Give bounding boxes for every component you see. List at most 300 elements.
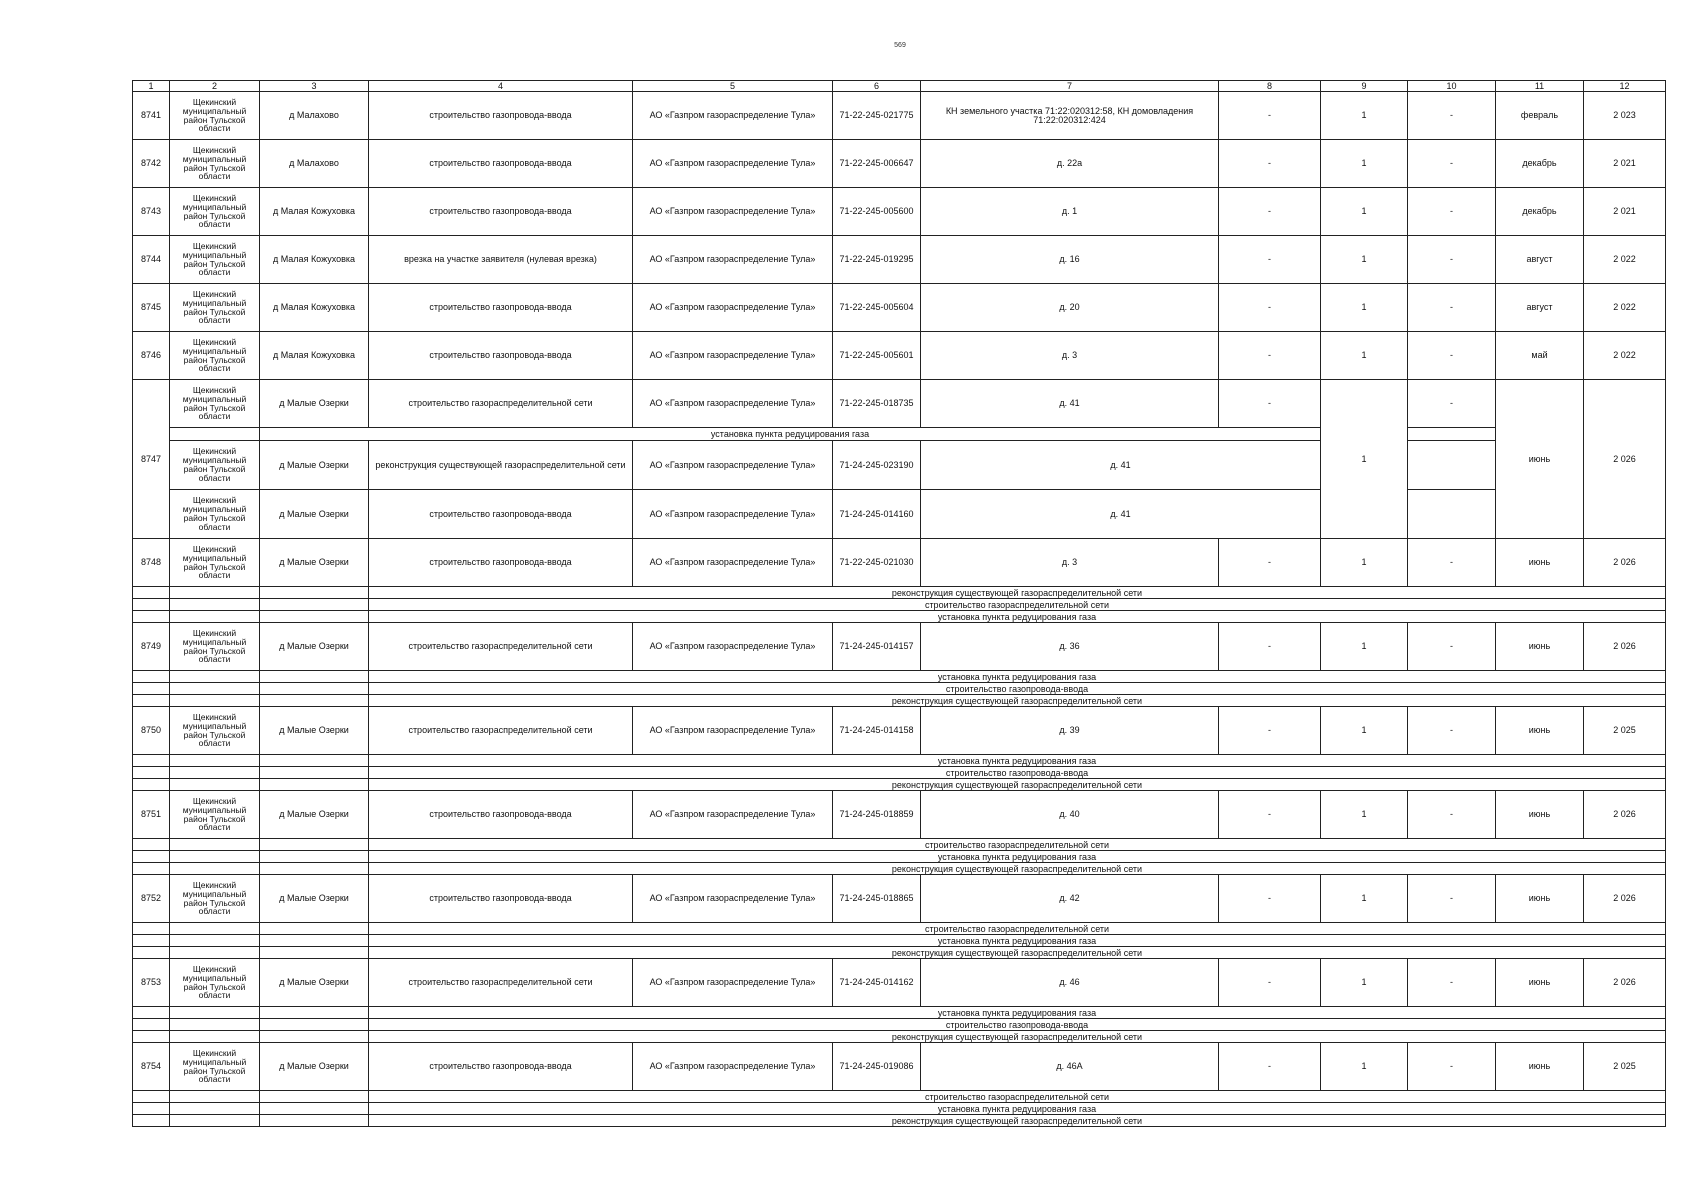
year-cell: 2 022 — [1584, 284, 1666, 332]
row-number: 8742 — [133, 140, 170, 188]
note-text: реконструкция существующей газораспределительной сети — [369, 1115, 1666, 1127]
organization-cell: АО «Газпром газораспределение Тула» — [633, 539, 833, 587]
empty-cell — [260, 767, 369, 779]
organization-cell: АО «Газпром газораспределение Тула» — [633, 140, 833, 188]
col9-cell: 1 — [1321, 332, 1408, 380]
address-cell: д. 16 — [921, 236, 1219, 284]
locality-cell: д Малые Озерки — [260, 1043, 369, 1091]
organization-cell: АО «Газпром газораспределение Тула» — [633, 707, 833, 755]
empty-cell — [1408, 428, 1496, 441]
address-cell: д. 3 — [921, 539, 1219, 587]
empty-cell — [170, 1091, 260, 1103]
district-cell: Щекинский муниципальный район Тульской области — [170, 284, 260, 332]
code-cell: 71-22-245-005604 — [833, 284, 921, 332]
note-text: реконструкция существующей газораспределительной сети — [369, 695, 1666, 707]
table-row — [133, 623, 1666, 671]
note-row — [133, 1103, 1666, 1115]
table-row — [133, 188, 1666, 236]
address-cell: д. 22а — [921, 140, 1219, 188]
empty-cell — [170, 683, 260, 695]
table-row — [133, 236, 1666, 284]
col10-cell: - — [1408, 92, 1496, 140]
district-cell: Щекинский муниципальный район Тульской области — [170, 875, 260, 923]
empty-cell — [133, 683, 170, 695]
row-number: 8746 — [133, 332, 170, 380]
empty-cell — [170, 935, 260, 947]
row-number: 8753 — [133, 959, 170, 1007]
note-text: реконструкция существующей газораспределительной сети — [369, 587, 1666, 599]
note-row — [133, 683, 1666, 695]
year-cell: 2 026 — [1584, 623, 1666, 671]
district-cell: Щекинский муниципальный район Тульской области — [170, 959, 260, 1007]
organization-cell: АО «Газпром газораспределение Тула» — [633, 490, 833, 539]
locality-cell: д Малые Озерки — [260, 623, 369, 671]
code-cell: 71-22-245-018735 — [833, 380, 921, 428]
empty-cell — [170, 1115, 260, 1127]
table-row — [133, 875, 1666, 923]
note-text: строительство газораспределительной сети — [369, 599, 1666, 611]
month-cell: декабрь — [1496, 188, 1584, 236]
note-row — [133, 1115, 1666, 1127]
col10-cell: - — [1408, 707, 1496, 755]
organization-cell: АО «Газпром газораспределение Тула» — [633, 188, 833, 236]
data-table — [132, 80, 1666, 1127]
column-header: 1 — [133, 81, 170, 92]
empty-cell — [133, 767, 170, 779]
empty-cell — [170, 1007, 260, 1019]
empty-cell — [170, 767, 260, 779]
district-cell: Щекинский муниципальный район Тульской области — [170, 236, 260, 284]
col9-cell: 1 — [1321, 140, 1408, 188]
work-type-cell: строительство газораспределительной сети — [369, 623, 633, 671]
col10-cell: - — [1408, 623, 1496, 671]
organization-cell: АО «Газпром газораспределение Тула» — [633, 623, 833, 671]
empty-cell — [260, 1115, 369, 1127]
col9-cell: 1 — [1321, 188, 1408, 236]
column-header: 10 — [1408, 81, 1496, 92]
note-text: строительство газопровода-ввода — [369, 767, 1666, 779]
empty-cell — [170, 599, 260, 611]
row-number: 8745 — [133, 284, 170, 332]
organization-cell: АО «Газпром газораспределение Тула» — [633, 236, 833, 284]
col8-cell: - — [1219, 236, 1321, 284]
table-row — [133, 707, 1666, 755]
col10-cell: - — [1408, 284, 1496, 332]
note-text: установка пункта редуцирования газа — [369, 1007, 1666, 1019]
address-cell: д. 1 — [921, 188, 1219, 236]
empty-cell — [260, 935, 369, 947]
district-cell: Щекинский муниципальный район Тульской области — [170, 1043, 260, 1091]
month-cell: июнь — [1496, 707, 1584, 755]
table-row — [133, 959, 1666, 1007]
locality-cell: д Малая Кожуховка — [260, 332, 369, 380]
empty-cell — [260, 839, 369, 851]
empty-cell — [133, 1031, 170, 1043]
address-cell: д. 39 — [921, 707, 1219, 755]
empty-cell — [133, 1007, 170, 1019]
col8-cell: - — [1219, 875, 1321, 923]
col10-cell: - — [1408, 332, 1496, 380]
code-cell: 71-24-245-018865 — [833, 875, 921, 923]
empty-cell — [260, 1103, 369, 1115]
row-number: 8754 — [133, 1043, 170, 1091]
code-cell: 71-22-245-006647 — [833, 140, 921, 188]
year-cell: 2 026 — [1584, 380, 1666, 539]
empty-cell — [133, 1091, 170, 1103]
empty-cell — [133, 1019, 170, 1031]
note-row — [133, 839, 1666, 851]
organization-cell: АО «Газпром газораспределение Тула» — [633, 441, 833, 490]
empty-cell — [133, 695, 170, 707]
locality-cell: д Малые Озерки — [260, 875, 369, 923]
empty-cell — [260, 671, 369, 683]
note-text: строительство газопровода-ввода — [369, 683, 1666, 695]
code-cell: 71-22-245-019295 — [833, 236, 921, 284]
note-text: реконструкция существующей газораспределительной сети — [369, 947, 1666, 959]
col9-cell: 1 — [1321, 791, 1408, 839]
col8-cell: - — [1219, 140, 1321, 188]
col9-cell: 1 — [1321, 959, 1408, 1007]
col9-cell: 1 — [1321, 623, 1408, 671]
month-cell: август — [1496, 236, 1584, 284]
organization-cell: АО «Газпром газораспределение Тула» — [633, 284, 833, 332]
address-cell: д. 20 — [921, 284, 1219, 332]
year-cell: 2 023 — [1584, 92, 1666, 140]
empty-cell — [133, 1103, 170, 1115]
note-row — [133, 587, 1666, 599]
month-cell: июнь — [1496, 539, 1584, 587]
month-cell: июнь — [1496, 380, 1584, 539]
empty-cell — [170, 779, 260, 791]
work-type-cell: строительство газораспределительной сети — [369, 380, 633, 428]
locality-cell: д Малая Кожуховка — [260, 284, 369, 332]
col8-cell: - — [1219, 380, 1321, 428]
district-cell: Щекинский муниципальный район Тульской области — [170, 707, 260, 755]
address-cell: д. 46 — [921, 959, 1219, 1007]
note-row — [133, 1091, 1666, 1103]
table-row — [133, 441, 1666, 490]
work-type-cell: строительство газопровода-ввода — [369, 791, 633, 839]
note-row — [133, 695, 1666, 707]
address-cell: д. 46А — [921, 1043, 1219, 1091]
row-number: 8752 — [133, 875, 170, 923]
empty-cell — [260, 851, 369, 863]
work-type-cell: строительство газопровода-ввода — [369, 140, 633, 188]
code-cell: 71-24-245-014157 — [833, 623, 921, 671]
column-header: 3 — [260, 81, 369, 92]
district-cell: Щекинский муниципальный район Тульской области — [170, 623, 260, 671]
empty-cell — [133, 935, 170, 947]
empty-cell — [133, 611, 170, 623]
month-cell: июнь — [1496, 791, 1584, 839]
col10-cell: - — [1408, 140, 1496, 188]
district-cell: Щекинский муниципальный район Тульской области — [170, 490, 260, 539]
empty-cell — [260, 755, 369, 767]
note-row — [133, 599, 1666, 611]
col10-cell: - — [1408, 959, 1496, 1007]
organization-cell: АО «Газпром газораспределение Тула» — [633, 380, 833, 428]
empty-cell — [260, 695, 369, 707]
address-cell: д. 41 — [921, 441, 1321, 490]
code-cell: 71-24-245-023190 — [833, 441, 921, 490]
organization-cell: АО «Газпром газораспределение Тула» — [633, 332, 833, 380]
empty-cell — [260, 1031, 369, 1043]
column-header: 7 — [921, 81, 1219, 92]
row-number: 8741 — [133, 92, 170, 140]
work-type-cell: строительство газопровода-ввода — [369, 875, 633, 923]
empty-cell — [170, 863, 260, 875]
note-row — [133, 947, 1666, 959]
code-cell: 71-22-245-005601 — [833, 332, 921, 380]
note-text: реконструкция существующей газораспределительной сети — [369, 1031, 1666, 1043]
organization-cell: АО «Газпром газораспределение Тула» — [633, 959, 833, 1007]
empty-cell — [260, 1091, 369, 1103]
empty-cell — [133, 599, 170, 611]
code-cell: 71-24-245-019086 — [833, 1043, 921, 1091]
empty-cell — [170, 671, 260, 683]
note-text: установка пункта редуцирования газа — [260, 428, 1321, 441]
empty-cell — [170, 947, 260, 959]
address-cell: д. 42 — [921, 875, 1219, 923]
col8-cell: - — [1219, 188, 1321, 236]
empty-cell — [170, 1019, 260, 1031]
year-cell: 2 026 — [1584, 539, 1666, 587]
empty-cell — [260, 947, 369, 959]
column-header: 6 — [833, 81, 921, 92]
col8-cell: - — [1219, 707, 1321, 755]
month-cell: июнь — [1496, 623, 1584, 671]
note-row — [133, 755, 1666, 767]
note-text: установка пункта редуцирования газа — [369, 755, 1666, 767]
organization-cell: АО «Газпром газораспределение Тула» — [633, 791, 833, 839]
table-row — [133, 332, 1666, 380]
note-text: строительство газораспределительной сети — [369, 839, 1666, 851]
work-type-cell: строительство газопровода-ввода — [369, 284, 633, 332]
locality-cell: д Малая Кожуховка — [260, 188, 369, 236]
col9-cell: 1 — [1321, 875, 1408, 923]
empty-cell — [170, 839, 260, 851]
empty-cell — [170, 1103, 260, 1115]
district-cell: Щекинский муниципальный район Тульской области — [170, 441, 260, 490]
page-number: 569 — [894, 42, 906, 49]
empty-cell — [170, 1031, 260, 1043]
column-header: 5 — [633, 81, 833, 92]
note-row — [133, 851, 1666, 863]
column-header: 2 — [170, 81, 260, 92]
locality-cell: д Малахово — [260, 92, 369, 140]
table-row — [133, 92, 1666, 140]
work-type-cell: строительство газопровода-ввода — [369, 92, 633, 140]
locality-cell: д Малая Кожуховка — [260, 236, 369, 284]
locality-cell: д Малые Озерки — [260, 539, 369, 587]
note-text: установка пункта редуцирования газа — [369, 1103, 1666, 1115]
table-row — [133, 284, 1666, 332]
empty-cell — [170, 923, 260, 935]
empty-cell — [1408, 490, 1496, 539]
row-number: 8744 — [133, 236, 170, 284]
month-cell: июнь — [1496, 875, 1584, 923]
work-type-cell: строительство газопровода-ввода — [369, 332, 633, 380]
district-cell: Щекинский муниципальный район Тульской области — [170, 539, 260, 587]
table-row — [133, 791, 1666, 839]
row-number: 8751 — [133, 791, 170, 839]
empty-cell — [133, 923, 170, 935]
note-row — [133, 428, 1666, 441]
col9-cell: 1 — [1321, 380, 1408, 539]
empty-cell — [133, 947, 170, 959]
month-cell: август — [1496, 284, 1584, 332]
locality-cell: д Малые Озерки — [260, 490, 369, 539]
note-text: строительство газораспределительной сети — [369, 923, 1666, 935]
empty-cell — [170, 611, 260, 623]
empty-cell — [170, 428, 260, 441]
empty-cell — [260, 863, 369, 875]
note-text: реконструкция существующей газораспределительной сети — [369, 863, 1666, 875]
code-cell: 71-24-245-014158 — [833, 707, 921, 755]
note-row — [133, 779, 1666, 791]
note-row — [133, 1031, 1666, 1043]
organization-cell: АО «Газпром газораспределение Тула» — [633, 92, 833, 140]
empty-cell — [260, 779, 369, 791]
empty-cell — [133, 863, 170, 875]
col10-cell: - — [1408, 539, 1496, 587]
work-type-cell: врезка на участке заявителя (нулевая врезка) — [369, 236, 633, 284]
empty-cell — [133, 671, 170, 683]
note-text: строительство газопровода-ввода — [369, 1019, 1666, 1031]
locality-cell: д Малые Озерки — [260, 791, 369, 839]
address-cell: д. 41 — [921, 490, 1321, 539]
col8-cell: - — [1219, 791, 1321, 839]
work-type-cell: строительство газопровода-ввода — [369, 539, 633, 587]
note-row — [133, 671, 1666, 683]
organization-cell: АО «Газпром газораспределение Тула» — [633, 875, 833, 923]
address-cell: д. 40 — [921, 791, 1219, 839]
table-row — [133, 1043, 1666, 1091]
empty-cell — [260, 1007, 369, 1019]
col10-cell: - — [1408, 875, 1496, 923]
month-cell: июнь — [1496, 959, 1584, 1007]
empty-cell — [170, 755, 260, 767]
col9-cell: 1 — [1321, 707, 1408, 755]
work-type-cell: строительство газопровода-ввода — [369, 490, 633, 539]
note-text: установка пункта редуцирования газа — [369, 671, 1666, 683]
table-row — [133, 539, 1666, 587]
table-row — [133, 380, 1666, 428]
month-cell: июнь — [1496, 1043, 1584, 1091]
organization-cell: АО «Газпром газораспределение Тула» — [633, 1043, 833, 1091]
note-row — [133, 1007, 1666, 1019]
locality-cell: д Малые Озерки — [260, 380, 369, 428]
code-cell: 71-22-245-021030 — [833, 539, 921, 587]
empty-cell — [260, 587, 369, 599]
district-cell: Щекинский муниципальный район Тульской области — [170, 380, 260, 428]
year-cell: 2 026 — [1584, 791, 1666, 839]
note-text: установка пункта редуцирования газа — [369, 611, 1666, 623]
code-cell: 71-22-245-005600 — [833, 188, 921, 236]
column-header: 8 — [1219, 81, 1321, 92]
locality-cell: д Малахово — [260, 140, 369, 188]
empty-cell — [133, 779, 170, 791]
empty-cell — [260, 683, 369, 695]
month-cell: декабрь — [1496, 140, 1584, 188]
locality-cell: д Малые Озерки — [260, 441, 369, 490]
empty-cell — [133, 851, 170, 863]
work-type-cell: строительство газораспределительной сети — [369, 959, 633, 1007]
empty-cell — [133, 839, 170, 851]
empty-cell — [133, 587, 170, 599]
row-number: 8749 — [133, 623, 170, 671]
header-row — [133, 81, 1666, 92]
col8-cell: - — [1219, 284, 1321, 332]
empty-cell — [170, 695, 260, 707]
column-header: 9 — [1321, 81, 1408, 92]
year-cell: 2 022 — [1584, 236, 1666, 284]
row-number: 8748 — [133, 539, 170, 587]
year-cell: 2 021 — [1584, 140, 1666, 188]
work-type-cell: реконструкция существующей газораспределительной сети — [369, 441, 633, 490]
year-cell: 2 025 — [1584, 1043, 1666, 1091]
col10-cell: - — [1408, 380, 1496, 428]
district-cell: Щекинский муниципальный район Тульской области — [170, 332, 260, 380]
row-number: 8747 — [133, 380, 170, 539]
note-row — [133, 1019, 1666, 1031]
note-text: установка пункта редуцирования газа — [369, 935, 1666, 947]
code-cell: 71-22-245-021775 — [833, 92, 921, 140]
note-text: строительство газораспределительной сети — [369, 1091, 1666, 1103]
address-cell: д. 3 — [921, 332, 1219, 380]
col8-cell: - — [1219, 539, 1321, 587]
col9-cell: 1 — [1321, 1043, 1408, 1091]
empty-cell — [1408, 441, 1496, 490]
note-row — [133, 767, 1666, 779]
table-row — [133, 490, 1666, 539]
column-header: 4 — [369, 81, 633, 92]
empty-cell — [133, 1115, 170, 1127]
table-row — [133, 140, 1666, 188]
year-cell: 2 026 — [1584, 959, 1666, 1007]
column-header: 11 — [1496, 81, 1584, 92]
col9-cell: 1 — [1321, 236, 1408, 284]
col9-cell: 1 — [1321, 284, 1408, 332]
column-header: 12 — [1584, 81, 1666, 92]
note-row — [133, 863, 1666, 875]
note-row — [133, 935, 1666, 947]
row-number: 8750 — [133, 707, 170, 755]
year-cell: 2 025 — [1584, 707, 1666, 755]
district-cell: Щекинский муниципальный район Тульской области — [170, 791, 260, 839]
note-row — [133, 611, 1666, 623]
address-cell: КН земельного участка 71:22:020312:58, КН домовладения 71:22:020312:424 — [921, 92, 1219, 140]
col8-cell: - — [1219, 332, 1321, 380]
empty-cell — [170, 851, 260, 863]
district-cell: Щекинский муниципальный район Тульской области — [170, 92, 260, 140]
empty-cell — [133, 755, 170, 767]
col10-cell: - — [1408, 236, 1496, 284]
col8-cell: - — [1219, 92, 1321, 140]
month-cell: май — [1496, 332, 1584, 380]
table-body — [133, 92, 1666, 1127]
year-cell: 2 021 — [1584, 188, 1666, 236]
locality-cell: д Малые Озерки — [260, 707, 369, 755]
year-cell: 2 022 — [1584, 332, 1666, 380]
locality-cell: д Малые Озерки — [260, 959, 369, 1007]
empty-cell — [170, 587, 260, 599]
col8-cell: - — [1219, 1043, 1321, 1091]
address-cell: д. 41 — [921, 380, 1219, 428]
note-text: установка пункта редуцирования газа — [369, 851, 1666, 863]
address-cell: д. 36 — [921, 623, 1219, 671]
row-number: 8743 — [133, 188, 170, 236]
